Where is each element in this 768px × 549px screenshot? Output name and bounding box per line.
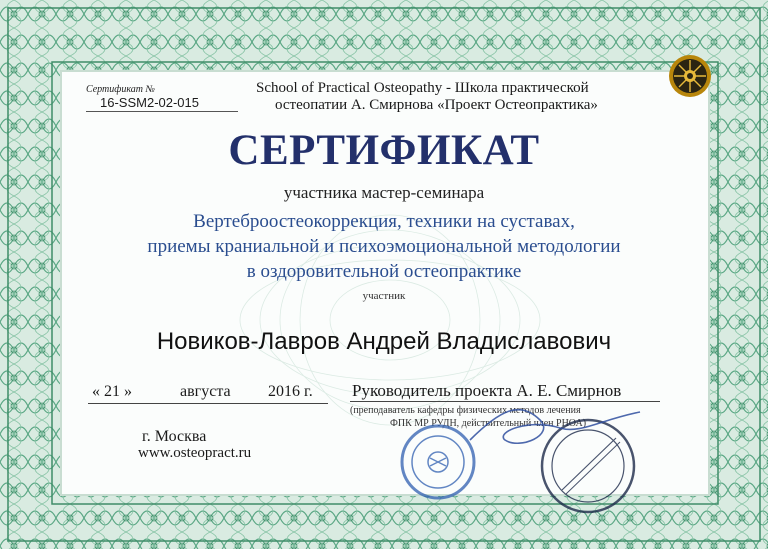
project-leader: Руководитель проекта А. Е. Смирнов bbox=[352, 381, 622, 400]
date-day: « 21 » bbox=[92, 383, 132, 400]
course-title-line3: в оздоровительной остеопрактике bbox=[246, 261, 522, 282]
school-name-line2: остеопатии А. Смирнова «Проект Остеопрактика» bbox=[275, 97, 598, 113]
certificate-title: СЕРТИФИКАТ bbox=[228, 127, 540, 174]
date-underline bbox=[88, 403, 328, 404]
certificate-subtitle: участника мастер-семинара bbox=[283, 183, 485, 202]
website-link[interactable]: www.osteopract.ru bbox=[138, 445, 252, 461]
date-year: 2016 г. bbox=[268, 383, 313, 400]
certificate-number-label: Сертификат № bbox=[86, 84, 155, 95]
city: г. Москва bbox=[142, 428, 207, 445]
course-title-line2: приемы краниальной и психоэмоциональной методологии bbox=[147, 236, 621, 257]
school-name-line1: School of Practical Osteopathy - Школа практической bbox=[256, 80, 589, 96]
participant-label: участник bbox=[362, 290, 406, 302]
certificate-number-value: 16-SSM2-02-015 bbox=[100, 95, 199, 110]
participant-full-name: Новиков-Лавров Андрей Владиславович bbox=[156, 328, 612, 355]
certificate-number-underline bbox=[86, 111, 238, 112]
leader-position-line1: (преподаватель кафедры физических методов лечения bbox=[350, 405, 581, 416]
course-title-line1: Вертеброостеокоррекция, техники на суставах, bbox=[193, 211, 575, 232]
date-month: августа bbox=[180, 383, 231, 400]
leader-position-line2: ФПК МР РУДН, действительный член РНОА) bbox=[390, 418, 587, 429]
school-logo-emblem bbox=[668, 54, 712, 98]
signature-line bbox=[350, 401, 660, 402]
